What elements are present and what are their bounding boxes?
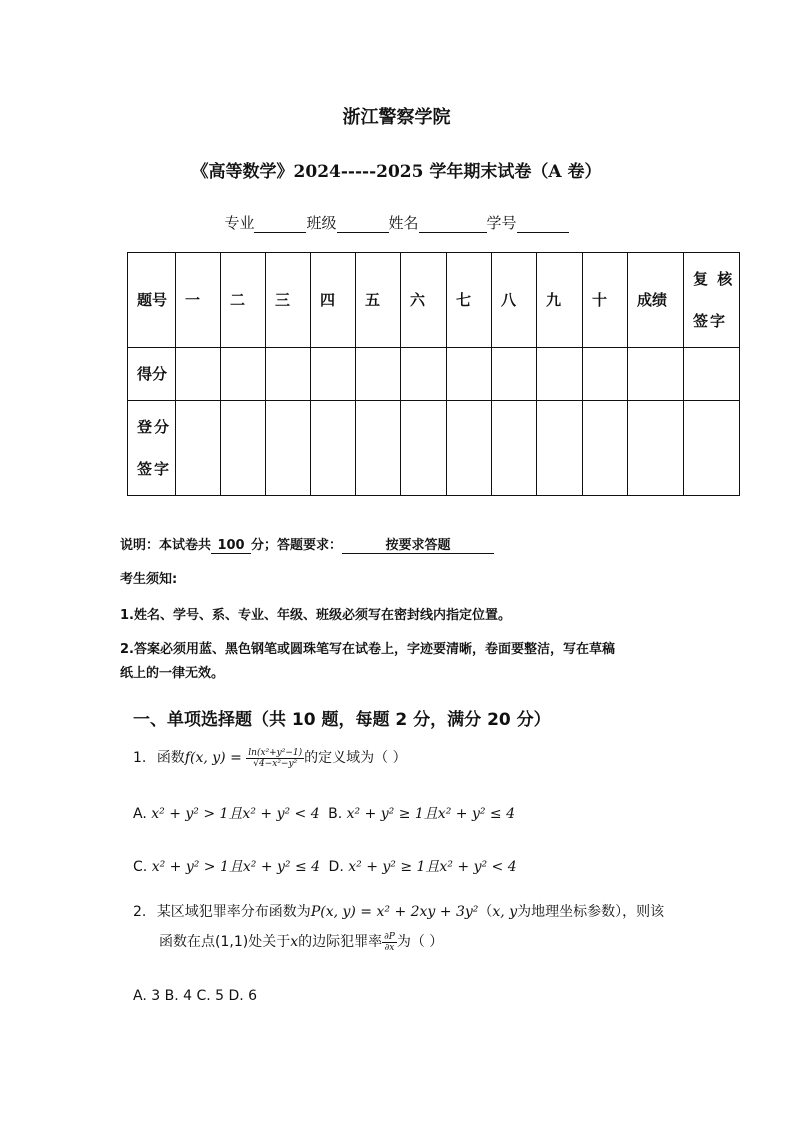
question-number: 2. <box>133 904 147 920</box>
question-1-options-ab <box>133 803 515 823</box>
question-2-var-x: x <box>290 934 299 950</box>
question-2-line-1 <box>133 901 664 921</box>
sign-cell[interactable] <box>628 401 684 496</box>
option-a-label[interactable]: A. <box>133 806 147 822</box>
review-line-1: 复 核 <box>693 270 735 288</box>
score-cell[interactable] <box>266 348 311 401</box>
field-id-label: 学号 <box>486 214 517 232</box>
sign-cell[interactable] <box>492 401 537 496</box>
question-2-function: P(x, y) = x² + 2xy + 3y² <box>310 904 479 920</box>
field-class-label: 班级 <box>306 214 337 232</box>
fraction-numerator: ln(x²+y²−1) <box>248 747 303 758</box>
question-1-suffix: 的定义域为（ ） <box>304 750 407 766</box>
sign-cell[interactable] <box>684 401 740 496</box>
table-row-score <box>128 348 740 401</box>
question-2-options[interactable]: A. 3 B. 4 C. 5 D. 6 <box>133 988 258 1004</box>
option-c-label[interactable]: C. <box>133 859 148 875</box>
sign-cell[interactable] <box>401 401 447 496</box>
question-1-fraction <box>246 748 304 769</box>
instructions-title: 考生须知: <box>120 572 178 587</box>
sign-cell[interactable] <box>447 401 492 496</box>
description-prefix: 说明：本试卷共 <box>120 538 212 553</box>
option-b-text[interactable]: x² + y² ≥ 1且x² + y² ≤ 4 <box>346 806 516 822</box>
header-cell-10: 十 <box>583 253 628 348</box>
header-cell-7: 七 <box>447 253 492 348</box>
section-title: 一、单项选择题（共 10 题，每题 2 分，满分 20 分） <box>133 710 551 730</box>
option-a-text[interactable]: x² + y² > 1且x² + y² < 4 <box>151 806 320 822</box>
total-score: 100 <box>211 538 251 554</box>
header-cell-4: 四 <box>311 253 356 348</box>
question-2-text-1: 某区域犯罪率分布函数为 <box>156 904 311 920</box>
question-2-vars: x, y <box>492 904 518 920</box>
question-number: 1. <box>133 750 147 766</box>
review-line-2: 签字 <box>693 312 728 330</box>
question-2-text-2: （ <box>478 904 493 920</box>
field-name-label: 姓名 <box>388 214 419 232</box>
question-2-line-2 <box>159 931 443 953</box>
description-mid: 分；答题要求： <box>251 538 343 553</box>
name-blank[interactable] <box>419 216 487 233</box>
score-cell[interactable] <box>628 348 684 401</box>
question-1-options-cd <box>133 856 517 876</box>
fraction-denominator: ∂x <box>384 942 395 953</box>
sign-label-line-2: 签字 <box>137 460 172 478</box>
sign-label-line-1: 登分 <box>137 418 172 436</box>
sign-row-label <box>128 401 176 496</box>
header-cell-grade: 成绩 <box>628 253 684 348</box>
sign-cell[interactable] <box>176 401 221 496</box>
question-2-text-4: 函数在点(1,1)处关于 <box>159 934 291 950</box>
score-cell[interactable] <box>356 348 401 401</box>
instruction-item-2-line-2: 纸上的一律无效。 <box>120 666 225 681</box>
score-cell[interactable] <box>537 348 583 401</box>
score-row-label: 得分 <box>128 348 176 401</box>
header-cell-question-no: 题号 <box>128 253 176 348</box>
fraction-numerator: ∂P <box>384 931 395 942</box>
question-1 <box>133 747 407 769</box>
question-1-function: f(x, y) = <box>184 750 247 766</box>
score-cell[interactable] <box>176 348 221 401</box>
table-row-header <box>128 253 740 348</box>
school-name: 浙江警察学院 <box>342 107 451 128</box>
sign-cell[interactable] <box>266 401 311 496</box>
sign-cell[interactable] <box>537 401 583 496</box>
header-cell-5: 五 <box>356 253 401 348</box>
student-info-line <box>0 212 793 233</box>
sign-cell[interactable] <box>311 401 356 496</box>
major-blank[interactable] <box>254 216 306 233</box>
score-cell[interactable] <box>492 348 537 401</box>
question-2-text-3: 为地理坐标参数），则该 <box>517 904 665 920</box>
exam-title: 《高等数学》2024-----2025 学年期末试卷（A 卷） <box>191 162 602 182</box>
header-cell-1: 一 <box>176 253 221 348</box>
header-cell-6: 六 <box>401 253 447 348</box>
sign-cell[interactable] <box>356 401 401 496</box>
field-major-label: 专业 <box>224 214 255 232</box>
fraction-denominator: √4−x²−y² <box>253 758 298 769</box>
header-cell-9: 九 <box>537 253 583 348</box>
question-2-text-6: 为（ ） <box>396 934 444 950</box>
sign-cell[interactable] <box>583 401 628 496</box>
score-cell[interactable] <box>583 348 628 401</box>
option-d-label[interactable]: D. <box>328 859 344 875</box>
header-cell-8: 八 <box>492 253 537 348</box>
score-cell[interactable] <box>221 348 266 401</box>
header-cell-2: 二 <box>221 253 266 348</box>
class-blank[interactable] <box>337 216 389 233</box>
table-row-sign <box>128 401 740 496</box>
score-cell[interactable] <box>684 348 740 401</box>
instruction-item-2-line-1: 2.答案必须用蓝、黑色钢笔或圆珠笔写在试卷上，字迹要清晰，卷面要整洁，写在草稿 <box>120 642 615 657</box>
exam-description <box>120 534 494 554</box>
score-table <box>127 252 740 496</box>
option-d-text[interactable]: x² + y² ≥ 1且x² + y² < 4 <box>348 859 517 875</box>
score-cell[interactable] <box>311 348 356 401</box>
student-id-blank[interactable] <box>517 216 569 233</box>
score-cell[interactable] <box>401 348 447 401</box>
option-c-text[interactable]: x² + y² > 1且x² + y² ≤ 4 <box>151 859 321 875</box>
instruction-item-1: 1.姓名、学号、系、专业、年级、班级必须写在密封线内指定位置。 <box>120 608 511 623</box>
header-cell-review-sign <box>684 253 740 348</box>
answer-requirement: 按要求答题 <box>342 534 494 554</box>
header-cell-3: 三 <box>266 253 311 348</box>
question-2-text-5: 的边际犯罪率 <box>298 934 383 950</box>
question-2-fraction <box>382 932 397 953</box>
question-1-prefix: 函数 <box>156 750 185 766</box>
sign-cell[interactable] <box>221 401 266 496</box>
option-b-label[interactable]: B. <box>328 806 343 822</box>
score-cell[interactable] <box>447 348 492 401</box>
